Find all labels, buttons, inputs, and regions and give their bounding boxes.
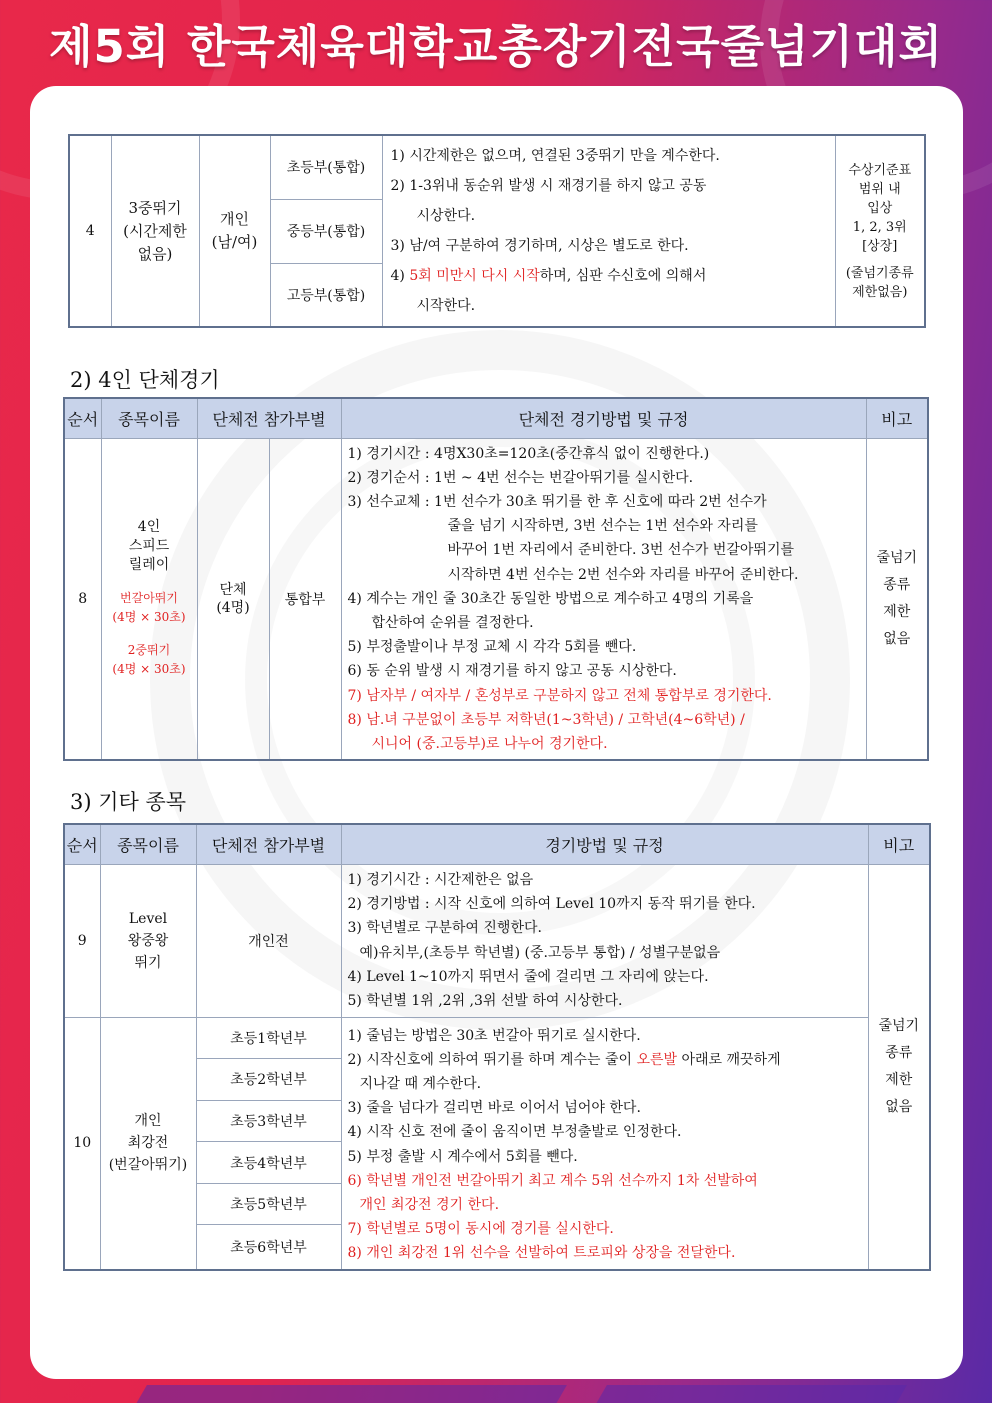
event-name: Level 왕중왕 뛰기: [100, 864, 196, 1017]
event-name: 3중뛰기 (시간제한 없음): [111, 135, 199, 327]
section-title: 2) 4인 단체경기: [70, 368, 220, 392]
decor-stripe: [133, 1385, 567, 1403]
event-name: 개인 최강전 (번갈아뛰기): [100, 1017, 196, 1270]
division-cell: 초등부(통합): [270, 135, 382, 199]
section-title: 3) 기타 종목: [70, 790, 187, 814]
team-event-table: [63, 397, 929, 761]
header-cell: 종목이름: [100, 824, 196, 864]
participant-type: 단체 (4명): [197, 438, 269, 760]
other-events-table: [63, 823, 931, 1271]
division-cell: 초등1학년부: [196, 1017, 341, 1059]
header-cell: 종목이름: [101, 398, 197, 438]
division-cell: 초등5학년부: [196, 1183, 341, 1225]
participant-type: 개인 (남/여): [199, 135, 270, 327]
highlight-text: 오른발: [636, 1051, 678, 1068]
header-cell: 비고: [868, 824, 930, 864]
header-cell: 단체전 참가부별: [197, 398, 341, 438]
row-number: 10: [64, 1017, 100, 1270]
division-cell: 초등4학년부: [196, 1142, 341, 1184]
division-cell: 초등6학년부: [196, 1225, 341, 1270]
division-cell: 초등2학년부: [196, 1059, 341, 1101]
rules-cell: 1) 줄넘는 방법은 30초 번갈아 뛰기로 실시한다. 2) 시작신호에 의하여 뛰기를 하며 계수는 줄이 오른발 아래로 깨끗하게 지나갈 때 계수한다. 3) 줄을 넘다가 걸리면 바로 이어서 넘어야 한다. 4) 시작 신호 전에 줄이 움직이면 부정출발로 인정한다. 5) 부정 출발 시 계수에서 5회를 뺀다. 6) 학년별 개인전 번갈아뛰기 최고 계수 5위 선수까지 1차 선발하여 개인 최강전 경기 한다. 7) 학년별로 5명이 동시에 경기를 실시한다. 8) 개인 최강전 1위 선수을 선발하여 트로피와 상장을 전달한다.: [341, 1017, 868, 1270]
award-note: 수상기준표 범위 내 입상 1, 2, 3위 [상장] (줄넘기종류 제한없음): [835, 135, 925, 327]
note-cell: 줄넘기 종류 제한 없음: [866, 438, 928, 760]
rules-cell: 1) 시간제한은 없으며, 연결된 3중뛰기 만을 계수한다. 2) 1-3위내 동순위 발생 시 재경기를 하지 않고 공동 시상한다. 3) 남/여 구분하여 경기하며, 시상은 별도로 한다. 4) 5회 미만시 다시 시작하며, 심판 수신호에 의해서 시작한다.: [382, 135, 835, 327]
row-number: 4: [69, 135, 111, 327]
header-cell: 단체전 경기방법 및 규정: [341, 398, 866, 438]
rules-cell: 1) 경기시간 : 시간제한은 없음 2) 경기방법 : 시작 신호에 의하여 Level 10까지 동작 뛰기를 한다. 3) 학년별로 구분하여 진행한다. 예)유치부,(초등부 학년별) (중.고등부 통합) / 성별구분없음 4) Level 1~10까지 뛰면서 줄에 걸리면 그 자리에 앉는다. 5) 학년별 1위 ,2위 ,3위 선발 하여 시상한다.: [341, 864, 868, 1017]
division-cell: 고등부(통합): [270, 263, 382, 327]
division-cell: 개인전: [196, 864, 341, 1017]
event-name: 4인 스피드 릴레이 번갈아뛰기 (4명 × 30초) 2중뛰기 (4명 × 30초): [101, 438, 197, 760]
decor-stripe: [593, 1385, 907, 1403]
row-number: 8: [64, 438, 101, 760]
header-cell: 순서: [64, 824, 100, 864]
header-cell: 경기방법 및 규정: [341, 824, 868, 864]
event-table-row4: [68, 134, 926, 328]
header-cell: 순서: [64, 398, 101, 438]
row-number: 9: [64, 864, 100, 1017]
division-cell: 통합부: [269, 438, 341, 760]
note-cell: 줄넘기 종류 제한 없음: [868, 864, 930, 1270]
division-cell: 중등부(통합): [270, 199, 382, 263]
banner-title: 제5회 한국체육대학교총장기전국줄넘기대회: [49, 20, 943, 73]
header-cell: 비고: [866, 398, 928, 438]
division-cell: 초등3학년부: [196, 1100, 341, 1142]
highlight-text: 5회 미만시 다시 시작: [409, 268, 540, 284]
rules-cell: 1) 경기시간 : 4명X30초=120초(중간휴식 없이 진행한다.) 2) 경기순서 : 1번 ~ 4번 선수는 번갈아뛰기를 실시한다. 3) 선수교체 : 1번 선수가 30초 뛰기를 한 후 신호에 따라 2번 선수가 줄을 넘기 시작하면, 3번 선수는 1번 선수와 자리를 바꾸어 1번 자리에서 준비한다. 3번 선수가 번갈아뛰기를 시작하면 4번 선수는 2번 선수와 자리를 바꾸어 준비한다. 4) 계수는 개인 줄 30초간 동일한 방법으로 계수하고 4명의 기록을 합산하여 순위를 결정한다. 5) 부정출발이나 부정 교체 시 각각 5회를 뺀다. 6) 동 순위 발생 시 재경기를 하지 않고 공동 시상한다. 7) 남자부 / 여자부 / 혼성부로 구분하지 않고 전체 통합부로 경기한다. 8) 남.녀 구분없이 초등부 저학년(1~3학년) / 고학년(4~6학년) / 시니어 (중.고등부)로 나누어 경기한다.: [341, 438, 866, 760]
header-cell: 단체전 참가부별: [196, 824, 341, 864]
